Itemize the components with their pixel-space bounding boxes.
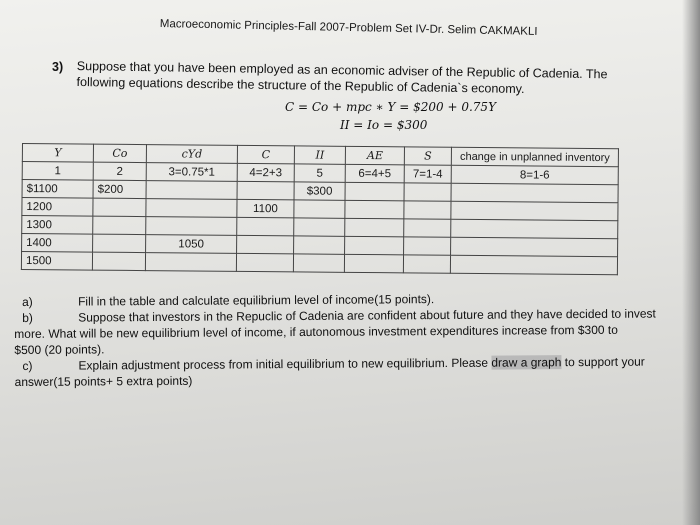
part-c-text-before: Explain adjustment process from initial equilibrium to new equilibrium. Please [78, 355, 492, 373]
table-cell [451, 219, 618, 238]
table-cell [92, 252, 145, 270]
table-cell: 8=1-6 [451, 165, 618, 184]
table-cell [403, 255, 450, 273]
question-parts [14, 289, 665, 390]
table-cell [344, 254, 403, 273]
header-ii: II [294, 146, 345, 164]
table-cell: 3=0.75*1 [146, 163, 237, 182]
part-c-label: c) [22, 358, 33, 373]
table-cell: 1050 [146, 235, 237, 254]
table-cell [93, 216, 146, 234]
table-cell [345, 182, 404, 201]
table-cell [237, 235, 294, 253]
table-cell: 1100 [237, 199, 294, 217]
table-cell [93, 234, 146, 252]
income-table [21, 143, 619, 275]
part-c-text-after: to support your [561, 354, 645, 370]
table-cell [294, 236, 345, 254]
header-ae: AE [345, 146, 404, 165]
part-b-text-line2: more. What will be new equilibrium level of income, if autonomous investment expenditures increase from $300 to [14, 322, 618, 341]
page-title: Macroeconomic Principles-Fall 2007-Problem Set IV-Dr. Selim CAKMAKLI [159, 18, 538, 38]
table-cell: 1400 [22, 234, 93, 253]
table-cell [294, 200, 345, 218]
table-cell: 6=4+5 [345, 164, 404, 183]
question-text: Suppose that you have been employed as an economic adviser of the Republic of Cadenia. The following equations describe the structure of the Republic of Cadenia`s economy. [76, 58, 608, 97]
table-cell [451, 183, 618, 202]
table-cell [451, 201, 618, 220]
table-cell [293, 254, 344, 272]
table-cell [146, 199, 237, 218]
table-cell: 2 [93, 162, 146, 180]
part-b-text-line3: $500 (20 points). [14, 342, 105, 357]
table-cell: $1100 [22, 180, 93, 199]
table-cell [145, 253, 236, 272]
table-cell: $300 [294, 182, 345, 200]
table-cell [93, 198, 146, 216]
investment-equation: II = Io = $300 [340, 118, 428, 132]
header-co: Co [93, 144, 146, 162]
table-cell: 1 [22, 162, 93, 181]
table-cell [345, 218, 404, 237]
header-y: Y [22, 144, 93, 163]
table-cell [404, 183, 451, 201]
table-cell [450, 255, 617, 274]
table-cell [146, 217, 237, 236]
table-cell [451, 237, 618, 256]
table-cell [236, 253, 293, 271]
part-a-label: a) [22, 294, 33, 309]
header-s: S [404, 147, 451, 165]
table-cell [404, 237, 451, 255]
table-cell [345, 236, 404, 255]
table-cell: 5 [294, 164, 345, 182]
part-c-text-line2: answer(15 points+ 5 extra points) [14, 373, 193, 389]
table-cell [237, 181, 294, 199]
table-cell: 4=2+3 [237, 163, 294, 181]
table-cell: 1200 [22, 198, 93, 217]
table-cell [146, 181, 237, 200]
table-cell [404, 219, 451, 237]
consumption-equation: C = Co + mpc ∗ Y = $200 + 0.75Y [285, 100, 496, 114]
table-cell [294, 218, 345, 236]
page-edge-shadow [682, 0, 700, 525]
header-unplanned-inventory: change in unplanned inventory [451, 147, 618, 166]
table-cell: 1300 [22, 216, 93, 235]
header-c: C [237, 145, 294, 163]
table-cell [404, 201, 451, 219]
table-cell: $200 [93, 180, 146, 198]
part-b-label: b) [22, 310, 33, 325]
table-cell [345, 200, 404, 219]
part-a-text: Fill in the table and calculate equilibrium level of income(15 points). [78, 292, 435, 309]
highlighted-text: draw a graph [491, 355, 562, 370]
part-b-text-line1: Suppose that investors in the Repuclic of Cadenia are confident about future and they have decided to invest [78, 306, 656, 325]
table-cell [237, 217, 294, 235]
question-number: 3) [52, 60, 64, 74]
header-cyd: cYd [146, 145, 237, 164]
table-cell: 1500 [21, 252, 92, 271]
table-cell: 7=1-4 [404, 165, 451, 183]
